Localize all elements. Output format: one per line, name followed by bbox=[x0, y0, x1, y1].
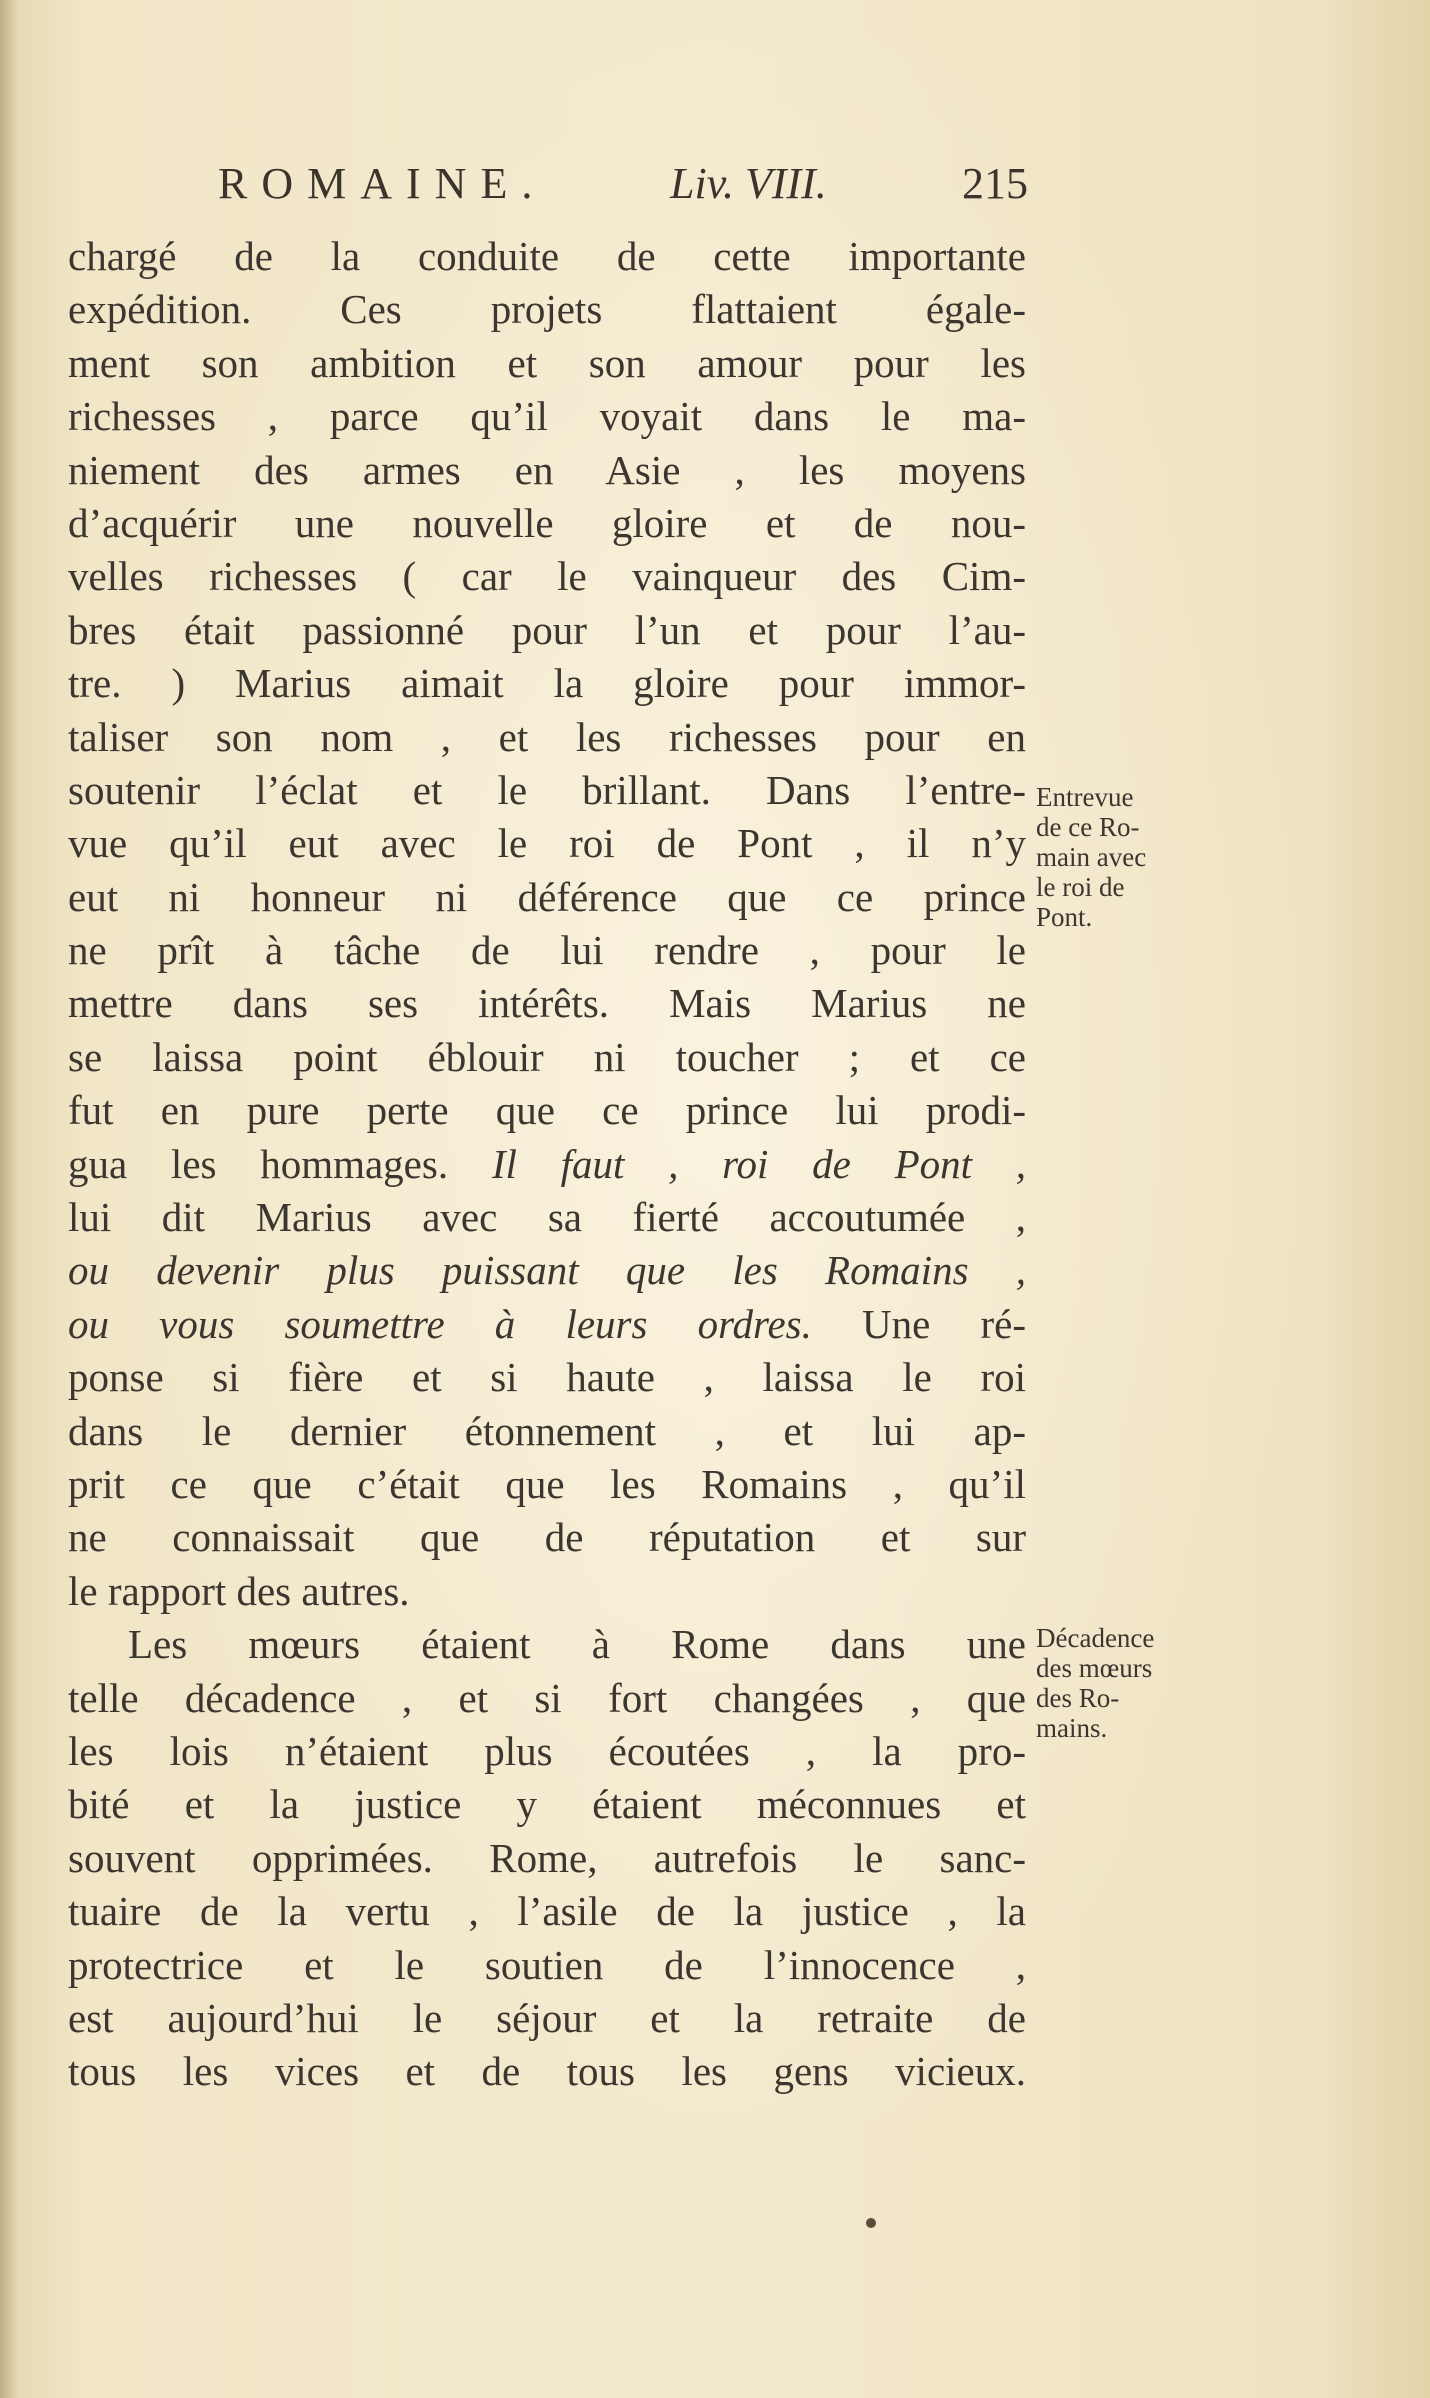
text-line: dans le dernier étonnement , et lui ap- bbox=[68, 1407, 1026, 1454]
text-line: bité et la justice y étaient méconnues et bbox=[68, 1781, 1026, 1828]
text-line: tuaire de la vertu , l’asile de la justice , la bbox=[68, 1888, 1026, 1935]
text-line: richesses , parce qu’il voyait dans le ma- bbox=[68, 393, 1026, 440]
quoted-speech: ou devenir plus puissant que les Romains , bbox=[68, 1247, 1026, 1294]
text-line: telle décadence , et si fort changées , que bbox=[68, 1674, 1026, 1721]
text-line: prit ce que c’était que les Romains , qu’il bbox=[68, 1460, 1026, 1507]
text-line: niement des armes en Asie , les moyens bbox=[68, 446, 1026, 493]
text-line: eut ni honneur ni déférence que ce prince bbox=[68, 873, 1026, 920]
text-line: gua les hommages. Il faut , roi de Pont , bbox=[68, 1140, 1026, 1187]
text-line: tous les vices et de tous les gens vicieux. bbox=[68, 2048, 1026, 2095]
text-line: vue qu’il eut avec le roi de Pont , il n’y bbox=[68, 820, 1026, 867]
text-line: expédition. Ces projets flattaient égale- bbox=[68, 286, 1026, 333]
text-line: soutenir l’éclat et le brillant. Dans l’entre- bbox=[68, 766, 1026, 813]
text-line: les lois n’étaient plus écoutées , la pro- bbox=[68, 1727, 1026, 1774]
text-line: mettre dans ses intérêts. Mais Marius ne bbox=[68, 980, 1026, 1027]
text-line: fut en pure perte que ce prince lui prodi- bbox=[68, 1087, 1026, 1134]
quoted-speech: Il faut , roi de Pont , bbox=[491, 1140, 1026, 1187]
text-line: se laissa point éblouir ni toucher ; et ce bbox=[68, 1033, 1026, 1080]
text-line: ment son ambition et son amour pour les bbox=[68, 339, 1026, 386]
margin-note-decadence: Décadence des mœurs des Ro- mains. bbox=[1036, 1623, 1155, 1743]
margin-note-entrevue: Entrevue de ce Ro- main avec le roi de Pont. bbox=[1036, 782, 1147, 932]
page-number: 215 bbox=[962, 159, 1028, 208]
ink-dot-mark bbox=[866, 2218, 876, 2228]
text-line: velles richesses ( car le vainqueur des Cim- bbox=[68, 553, 1026, 600]
text-line: ou vous soumettre à leurs ordres. Une ré- bbox=[68, 1300, 1026, 1347]
text-line: protectrice et le soutien de l’innocence , bbox=[68, 1941, 1026, 1988]
page-gutter-shadow bbox=[0, 0, 18, 2398]
text-line: ne connaissait que de réputation et sur bbox=[68, 1514, 1026, 1561]
text-line: bres était passionné pour l’un et pour l’au- bbox=[68, 606, 1026, 653]
text-line: est aujourd’hui le séjour et la retraite de bbox=[68, 1994, 1026, 2041]
text-line: Les mœurs étaient à Rome dans une bbox=[128, 1621, 1026, 1668]
text-line: lui dit Marius avec sa fierté accoutumée , bbox=[68, 1194, 1026, 1241]
body-text bbox=[68, 230, 1026, 2099]
text-line: d’acquérir une nouvelle gloire et de nou- bbox=[68, 499, 1026, 546]
text-line: le rapport des autres. bbox=[68, 1567, 410, 1614]
text-line: taliser son nom , et les richesses pour en bbox=[68, 713, 1026, 760]
text-line: ponse si fière et si haute , laissa le roi bbox=[68, 1354, 1026, 1401]
text-line: ne prît à tâche de lui rendre , pour le bbox=[68, 927, 1026, 974]
text-line: souvent opprimées. Rome, autrefois le sanc- bbox=[68, 1834, 1026, 1881]
text-line bbox=[68, 1244, 1026, 1297]
book-reference: Liv. VIII. bbox=[670, 159, 827, 208]
text-line: tre. ) Marius aimait la gloire pour immor- bbox=[68, 660, 1026, 707]
text-line: chargé de la conduite de cette importante bbox=[68, 233, 1026, 279]
running-title: ROMAINE. bbox=[218, 159, 547, 208]
quoted-speech: ou vous soumettre à leurs ordres. bbox=[68, 1300, 812, 1347]
running-header bbox=[218, 158, 1028, 218]
